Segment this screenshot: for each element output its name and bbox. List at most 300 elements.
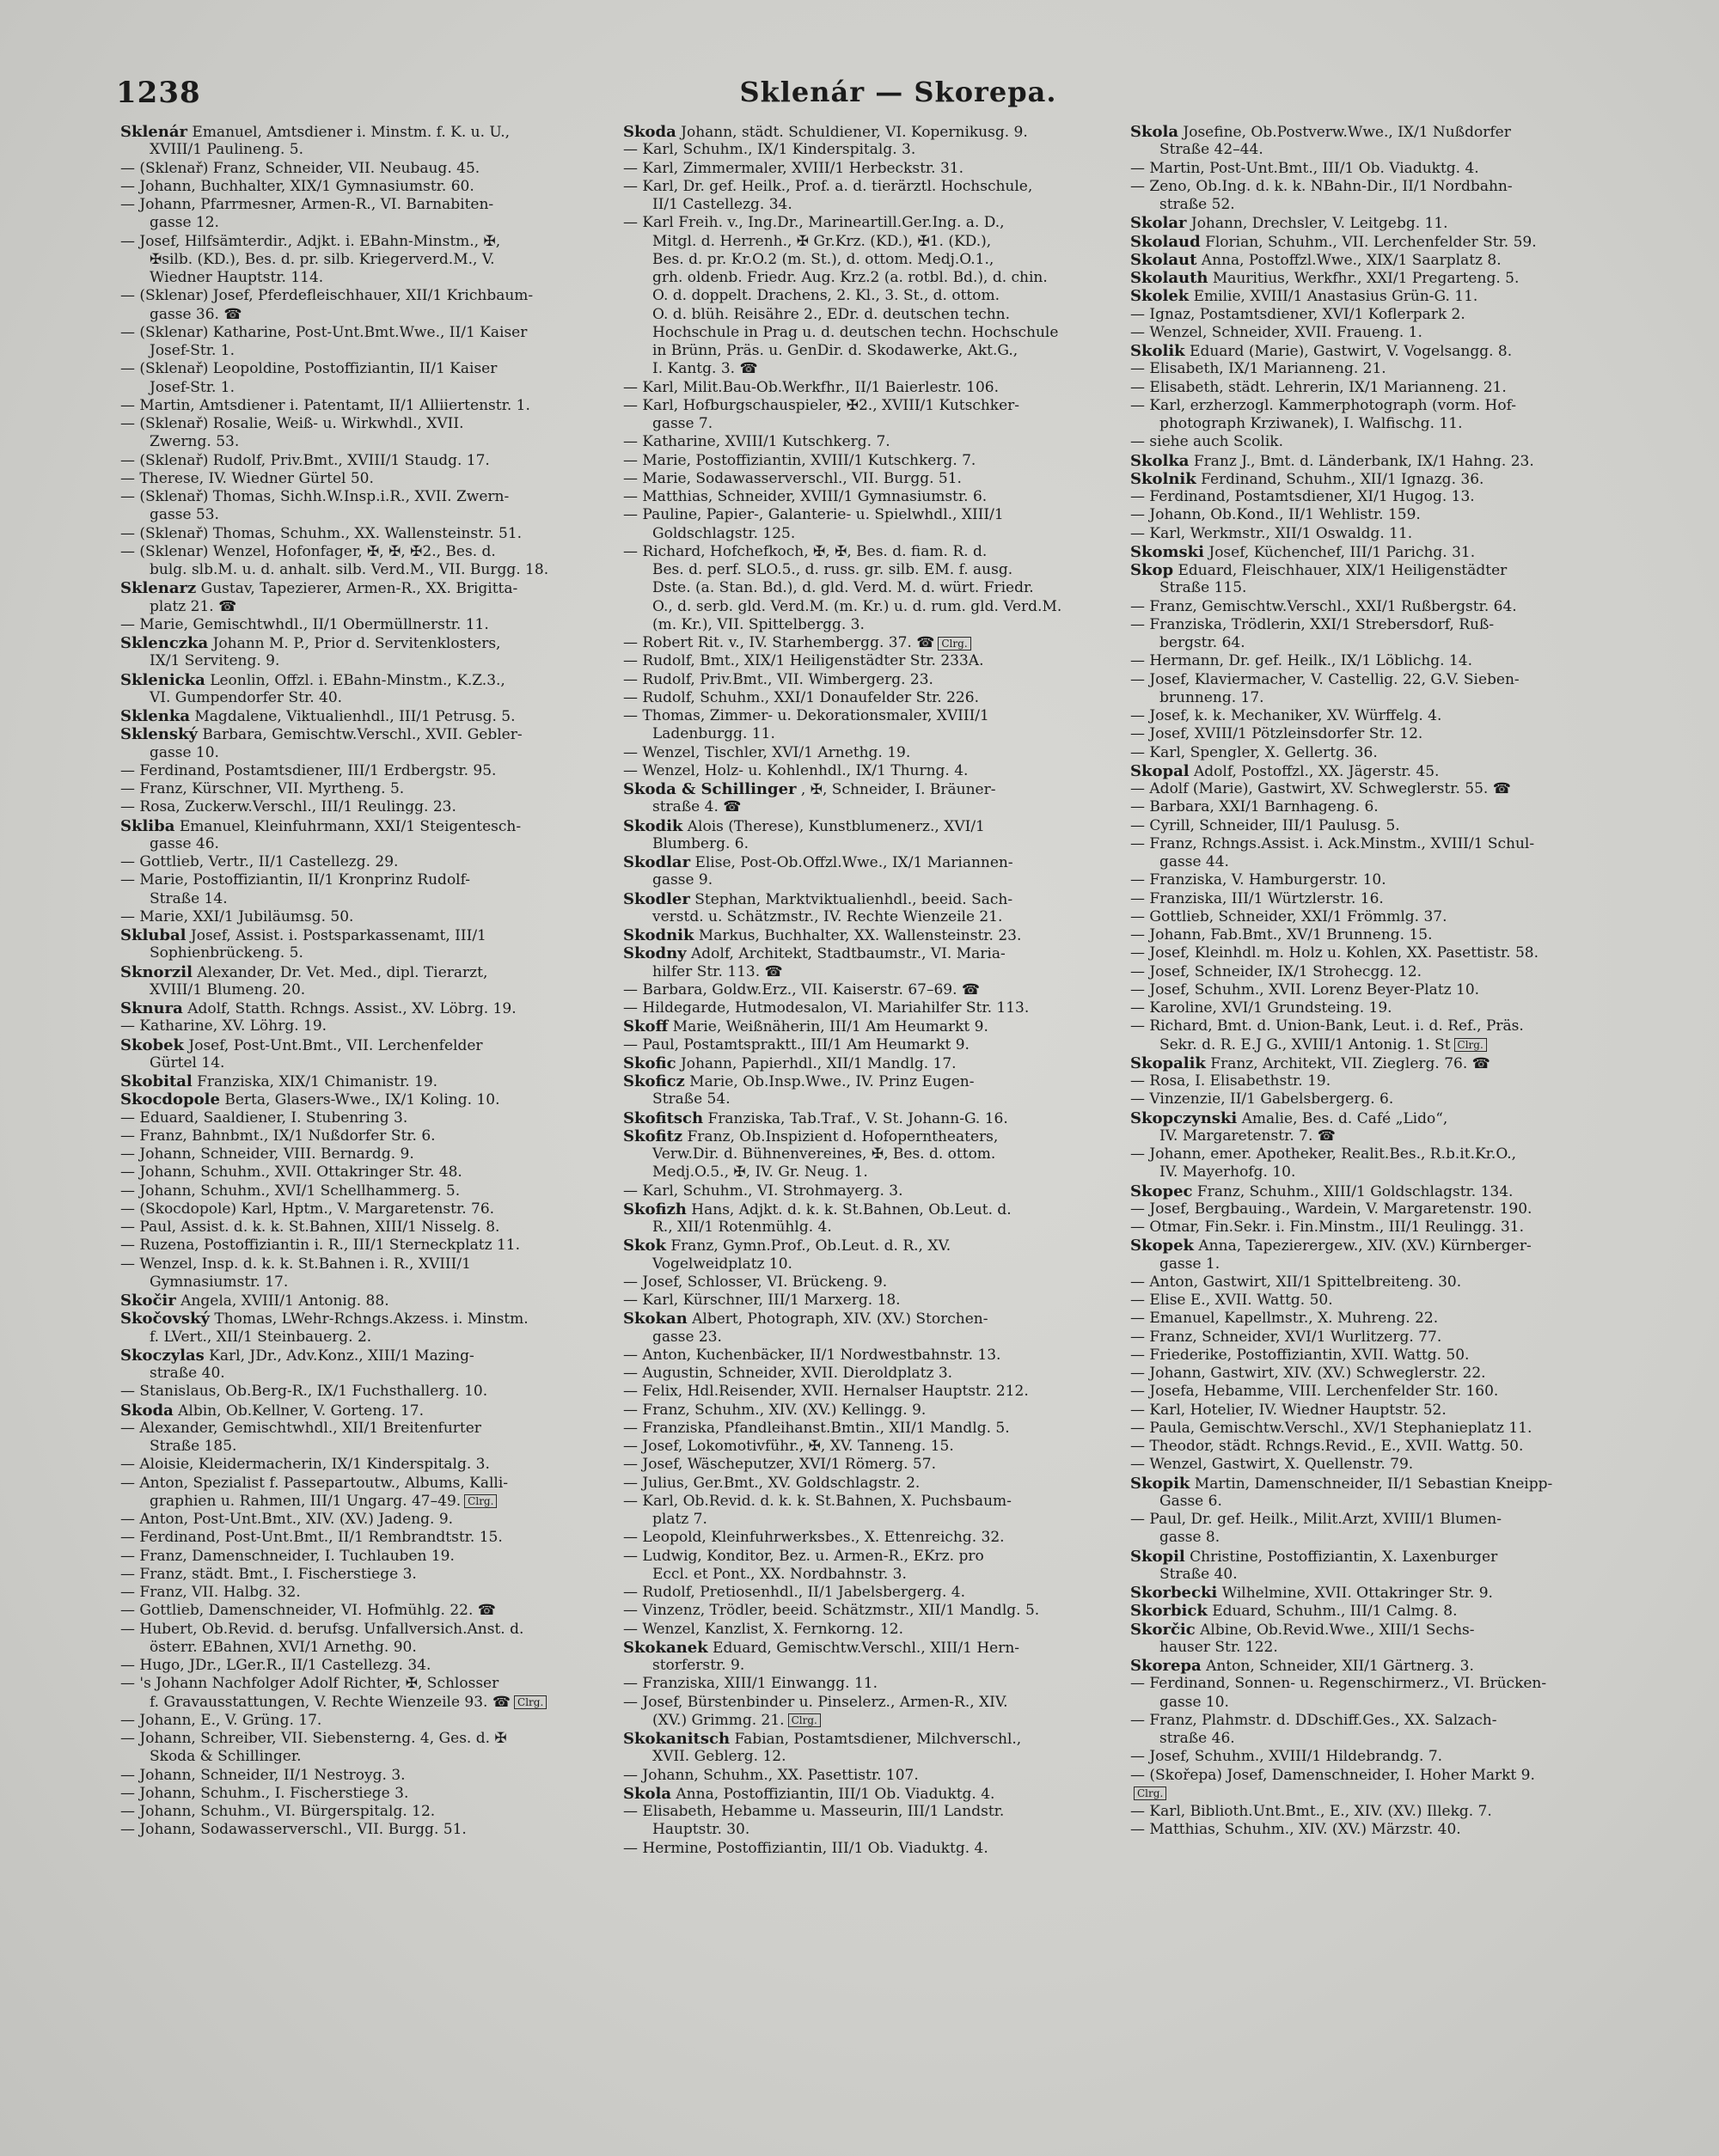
directory-line	[120, 1785, 602, 1803]
directory-line	[1130, 835, 1612, 853]
entry-text: — (Sklenar) Wenzel, Hofonfager, ✠, ✠, ✠2., Bes. d.	[120, 542, 496, 560]
directory-line	[1130, 671, 1612, 689]
entry-text: — Katharine, XV. Löhrg. 19.	[120, 1017, 327, 1035]
entry-text: Adolf, Postoffzl., XX. Jägerstr. 45.	[1193, 762, 1440, 780]
directory-line	[120, 1036, 602, 1054]
entry-text: Anna, Postoffiziantin, III/1 Ob. Viaduktg. 4.	[676, 1785, 995, 1803]
directory-line	[120, 1475, 602, 1493]
entry-text: — Wenzel, Insp. d. k. k. St.Bahnen i. R., XVIII/1	[120, 1255, 471, 1273]
directory-line	[1130, 233, 1612, 251]
directory-line	[623, 1694, 1104, 1712]
entry-text: — Josefa, Hebamme, VIII. Lerchenfelder Str. 160.	[1130, 1383, 1499, 1401]
entry-text: (m. Kr.), VII. Spittelbergg. 3.	[652, 615, 865, 633]
entry-text: — (Sklenař) Thomas, Sichh.W.Insp.i.R., XVII. Zwern-	[120, 488, 510, 505]
directory-line	[1130, 269, 1612, 287]
directory-line	[623, 342, 1104, 360]
entry-text: — Karl, Schuhm., IX/1 Kinderspitalg. 3.	[623, 141, 916, 159]
surname-heading: Skodnik	[623, 926, 694, 944]
entry-text: — Matthias, Schuhm., XIV. (XV.) Märzstr. 40.	[1130, 1821, 1461, 1839]
entry-text: Alexander, Dr. Vet. Med., dipl. Tierarzt,	[197, 963, 488, 981]
entry-text: Mauritius, Werkfhr., XXI/1 Pregarteng. 5.	[1212, 270, 1520, 287]
entry-text: — Franz, Schneider, XVI/1 Wurlitzerg. 77.	[1130, 1328, 1442, 1346]
entry-text: Amalie, Bes. d. Café „Lido“,	[1241, 1109, 1448, 1127]
directory-line	[623, 1218, 1104, 1237]
directory-line	[623, 944, 1104, 962]
entry-text: Sophienbrückeng. 5.	[150, 944, 303, 962]
directory-line	[120, 1145, 602, 1164]
entry-text: — Vinzenzie, II/1 Gabelsbergerg. 6.	[1130, 1090, 1394, 1109]
entry-text: straße 52.	[1159, 196, 1235, 213]
entry-text: hauser Str. 122.	[1159, 1638, 1278, 1656]
entry-text: Anna, Postoffzl.Wwe., XIX/1 Saarplatz 8.	[1201, 251, 1502, 269]
directory-line	[1130, 963, 1612, 981]
directory-line	[120, 652, 602, 670]
surname-heading: Skorbecki	[1130, 1584, 1218, 1602]
entry-text: — Cyrill, Schneider, III/1 Paulusg. 5.	[1130, 816, 1400, 834]
directory-line	[623, 233, 1104, 251]
directory-line	[1130, 251, 1612, 269]
directory-line	[623, 817, 1104, 835]
directory-line	[1130, 1803, 1612, 1821]
directory-line	[623, 1054, 1104, 1072]
column-2	[623, 123, 1104, 1858]
entry-text: Hans, Adjkt. d. k. k. St.Bahnen, Ob.Leut. d.	[691, 1200, 1012, 1218]
entry-text: hilfer Str. 113. ☎	[652, 962, 783, 980]
entry-text: — Ferdinand, Postamtsdiener, III/1 Erdbergstr. 95.	[120, 761, 497, 779]
surname-heading: Skočir	[120, 1292, 176, 1310]
entry-text: — Franz, VII. Halbg. 32.	[120, 1584, 301, 1601]
entry-text: — Gottlieb, Damenschneider, VI. Hofmühlg. 22. ☎	[120, 1602, 496, 1620]
directory-line	[623, 1803, 1104, 1821]
directory-line	[623, 1109, 1104, 1127]
directory-line	[1130, 397, 1612, 415]
entry-text: — Anton, Gastwirt, XII/1 Spittelbreiteng. 30.	[1130, 1273, 1462, 1291]
entry-text: gasse 53.	[150, 506, 219, 524]
entry-text: — Katharine, XVIII/1 Kutschkerg. 7.	[623, 433, 890, 451]
surname-heading: Sklenka	[120, 707, 190, 725]
entry-text: — Barbara, Goldw.Erz., VII. Kaiserstr. 67–69. ☎	[623, 980, 981, 999]
directory-line	[120, 1090, 602, 1109]
column-3	[1130, 123, 1612, 1840]
surname-heading: Sklenský	[120, 725, 198, 744]
entry-text: Adolf, Architekt, Stadtbaumstr., VI. Maria-	[691, 945, 1006, 963]
directory-line	[120, 798, 602, 816]
entry-text: Johann, Drechsler, V. Leitgebg. 11.	[1190, 215, 1448, 233]
entry-text: — Franz, Gemischtw.Verschl., XXI/1 Rußbergstr. 64.	[1130, 597, 1517, 615]
entry-text: — Johann, Pfarrmesner, Armen-R., VI. Barnabiten-	[120, 196, 494, 213]
entry-text: gasse 46.	[150, 834, 219, 852]
directory-line	[1130, 1145, 1612, 1164]
entry-text: — Josef, Schuhm., XVIII/1 Hildebrandg. 7.	[1130, 1748, 1443, 1766]
directory-line	[1130, 744, 1612, 762]
directory-line	[623, 671, 1104, 689]
directory-line	[1130, 1657, 1612, 1675]
entry-text: Thomas, LWehr-Rchngs.Akzess. i. Minstm.	[214, 1310, 529, 1328]
surname-heading: Skok	[623, 1237, 666, 1255]
entry-text: — Paul, Assist. d. k. k. St.Bahnen, XIII/1 Nisselg. 8.	[120, 1218, 500, 1236]
directory-line	[1130, 1639, 1612, 1657]
directory-line	[120, 1054, 602, 1072]
directory-line	[623, 1164, 1104, 1182]
directory-line	[120, 452, 602, 470]
entry-text: Franz, Architekt, VII. Zieglerg. 76. ☎	[1210, 1054, 1490, 1072]
entry-text: O. d. blüh. Reisähre 2., EDr. d. deutschen techn.	[652, 305, 1011, 323]
directory-line	[623, 1584, 1104, 1602]
entry-text: — Robert Rit. v., IV. Starhembergg. 37. ☎	[623, 634, 935, 651]
entry-text: — Franziska, III/1 Würtzlerstr. 16.	[1130, 889, 1384, 907]
directory-line	[120, 287, 602, 305]
entry-text: Goldschlagstr. 125.	[652, 524, 796, 542]
directory-line	[120, 1310, 602, 1328]
directory-line	[1130, 1365, 1612, 1383]
directory-line	[623, 1090, 1104, 1109]
directory-line	[623, 1182, 1104, 1200]
entry-text: — Franziska, Pfandleihanst.Bmtin., XII/1 Mandlg. 5.	[623, 1419, 1010, 1437]
surname-heading: Skočovský	[120, 1310, 210, 1328]
entry-text: Magdalene, Viktualienhdl., III/1 Petrusg. 5.	[194, 708, 516, 725]
directory-line	[120, 1218, 602, 1237]
directory-line	[120, 1621, 602, 1639]
directory-line	[623, 835, 1104, 853]
entry-text: — Marie, Sodawasserverschl., VII. Burgg. 51.	[623, 469, 962, 487]
entry-text: — Paul, Dr. gef. Heilk., Milit.Arzt, XVIII/1 Blumen-	[1130, 1511, 1502, 1528]
directory-line	[1130, 999, 1612, 1017]
directory-line	[623, 269, 1104, 287]
directory-line	[120, 1017, 602, 1035]
directory-line	[623, 1657, 1104, 1675]
directory-line	[1130, 1511, 1612, 1529]
directory-line	[1130, 543, 1612, 561]
entry-text: — Anton, Kuchenbäcker, II/1 Nordwestbahnstr. 13.	[623, 1346, 1001, 1364]
directory-line	[623, 908, 1104, 926]
entry-text: — Johann, Schneider, VIII. Bernardg. 9.	[120, 1145, 414, 1163]
entry-text: — Franz, Plahmstr. d. DDschiff.Ges., XX. Salzach-	[1130, 1711, 1497, 1729]
directory-line	[120, 506, 602, 524]
entry-text: — Josef, Bürstenbinder u. Pinselerz., Armen-R., XIV.	[623, 1693, 1008, 1711]
surname-heading: Skodik	[623, 816, 683, 835]
directory-line	[120, 689, 602, 707]
directory-line	[623, 744, 1104, 762]
entry-text: — Anton, Spezialist f. Passepartoutw., Albums, Kalli-	[120, 1474, 509, 1492]
entry-text: — Richard, Hofchefkoch, ✠, ✠, Bes. d. fiam. R. d.	[623, 542, 988, 560]
directory-line	[120, 963, 602, 981]
directory-line	[623, 652, 1104, 670]
directory-line	[623, 178, 1104, 196]
directory-line	[623, 707, 1104, 725]
entry-text: gasse 10.	[150, 743, 219, 761]
entry-text: — Wenzel, Gastwirt, X. Quellenstr. 79.	[1130, 1456, 1414, 1474]
entry-text: Eduard, Gemischtw.Verschl., XIII/1 Hern-	[713, 1639, 1020, 1657]
directory-line	[120, 1347, 602, 1365]
entry-text: Eduard, Schuhm., III/1 Calmg. 8.	[1212, 1603, 1458, 1621]
entry-text: — Zeno, Ob.Ing. d. k. k. NBahn-Dir., II/1 Nordbahn-	[1130, 177, 1513, 195]
directory-line	[623, 871, 1104, 889]
entry-text: — Karl, Milit.Bau-Ob.Werkfhr., II/1 Baierlestr. 106.	[623, 378, 999, 396]
surname-heading: Skofitsch	[623, 1109, 704, 1127]
entry-text: — Karl, Kürschner, III/1 Marxerg. 18.	[623, 1292, 901, 1309]
entry-text: — Karl, erzherzogl. Kammerphotograph (vorm. Hof-	[1130, 396, 1516, 414]
entry-text: Franziska, Tab.Traf., V. St. Johann-G. 16.	[707, 1109, 1008, 1127]
entry-text: Franz J., Bmt. d. Länderbank, IX/1 Hahng. 23.	[1193, 452, 1534, 470]
entry-text: — Johann, Sodawasserverschl., VII. Burgg. 51.	[120, 1821, 467, 1839]
directory-line	[623, 1036, 1104, 1054]
entry-text: — Johann, Schreiber, VII. Siebensterng. 4, Ges. d. ✠	[120, 1730, 507, 1747]
entry-text: — Johann, Fab.Bmt., XV/1 Brunneng. 15.	[1130, 926, 1433, 944]
entry-text: Franz, Ob.Inspizient d. Hofoperntheaters,	[687, 1127, 999, 1145]
entry-text: ✠silb. (KD.), Bes. d. pr. silb. Kriegerverd.M., V.	[150, 250, 495, 268]
surname-heading: Skokanitsch	[623, 1730, 731, 1748]
entry-text: — Hugo, JDr., LGer.R., II/1 Castellezg. 34.	[120, 1657, 431, 1674]
directory-line	[623, 160, 1104, 178]
directory-line	[120, 123, 602, 141]
directory-line	[1130, 160, 1612, 178]
directory-line	[120, 1657, 602, 1675]
directory-line	[623, 1072, 1104, 1090]
directory-line	[623, 798, 1104, 816]
directory-line	[1130, 1767, 1612, 1785]
directory-line	[120, 1511, 602, 1529]
directory-line	[120, 1602, 602, 1620]
entry-text: f. Gravausstattungen, V. Rechte Wienzeile 93. ☎	[150, 1693, 511, 1711]
entry-text: IX/1 Servitеng. 9.	[150, 652, 280, 670]
entry-text: Angela, XVIII/1 Antonig. 88.	[180, 1292, 389, 1310]
surname-heading: Skokanek	[623, 1638, 708, 1657]
entry-text: — Vinzenz, Trödler, beeid. Schätzmstr., XII/1 Mandlg. 5.	[623, 1602, 1040, 1620]
surname-heading: Skolik	[1130, 342, 1185, 360]
entry-text: Straße 42–44.	[1159, 141, 1263, 159]
directory-line	[120, 725, 602, 743]
directory-line	[1130, 1420, 1612, 1438]
directory-line	[120, 944, 602, 962]
entry-text: — (Skocdopole) Karl, Hptm., V. Margaretenstr. 76.	[120, 1200, 495, 1218]
directory-line	[120, 817, 602, 835]
directory-line	[120, 433, 602, 451]
entry-text: — Wenzel, Holz- u. Kohlenhdl., IX/1 Thurng. 4.	[623, 761, 969, 779]
entry-text: O., d. serb. gld. Verd.M. (m. Kr.) u. d. rum. gld. Verd.M.	[652, 597, 1062, 615]
entry-text: gasse 10.	[1159, 1693, 1229, 1711]
entry-text: — Rudolf, Schuhm., XXI/1 Donaufelder Str. 226.	[623, 688, 979, 706]
entry-text: — Augustin, Schneider, XVII. Dieroldplatz 3.	[623, 1365, 953, 1382]
directory-line	[1130, 415, 1612, 433]
directory-line	[623, 1273, 1104, 1292]
boxed-mark: Clrg.	[788, 1713, 821, 1727]
boxed-mark: Clrg.	[464, 1494, 497, 1508]
entry-text: Elise, Post-Ob.Offzl.Wwe., IX/1 Mariannen-	[694, 854, 1013, 871]
entry-text: Medj.O.5., ✠, IV. Gr. Neug. 1.	[652, 1164, 868, 1182]
directory-line	[623, 1402, 1104, 1420]
directory-line	[120, 1548, 602, 1566]
directory-line	[1130, 707, 1612, 725]
entry-text: — Wenzel, Kanzlist, X. Fernkorng. 12.	[623, 1620, 903, 1638]
directory-line	[623, 470, 1104, 488]
directory-line	[1130, 342, 1612, 360]
entry-text: — Paul, Postamtspraktt., III/1 Am Heumarkt 9.	[623, 1035, 970, 1054]
entry-text: — (Sklenar) Josef, Pferdefleischhauer, XII/1 Krichbaum-	[120, 287, 534, 305]
directory-line	[623, 1821, 1104, 1839]
surname-heading: Skorbick	[1130, 1602, 1208, 1621]
directory-line	[1130, 452, 1612, 470]
entry-text: — 's Johann Nachfolger Adolf Richter, ✠, Schlosser	[120, 1675, 499, 1693]
directory-line	[1130, 1694, 1612, 1712]
entry-text: — Ignaz, Postamtsdiener, XVI/1 Koflerpark 2.	[1130, 305, 1465, 323]
surname-heading: Sklenczka	[120, 634, 209, 652]
directory-line	[623, 1255, 1104, 1273]
entry-text: Alois (Therese), Kunstblumenerz., XVI/1	[687, 817, 985, 835]
directory-line	[623, 963, 1104, 981]
page-header	[116, 76, 1680, 110]
entry-text: — Elise E., XVII. Wattg. 50.	[1130, 1292, 1333, 1309]
entry-text: straße 40.	[150, 1365, 225, 1382]
entry-text: — Marie, XXI/1 Jubiläumsg. 50.	[120, 907, 354, 925]
entry-text: — Franz, Kürschner, VII. Myrtheng. 5.	[120, 780, 405, 797]
entry-text: Sekr. d. R. E.J G., XVIII/1 Antonig. 1. St	[1159, 1035, 1451, 1054]
directory-line	[1130, 360, 1612, 378]
directory-line	[623, 1602, 1104, 1620]
directory-line	[1130, 470, 1612, 488]
entry-text: XVIII/1 Paulineng. 5.	[150, 141, 303, 159]
surname-heading: Skolaud	[1130, 232, 1201, 251]
surname-heading: Skomski	[1130, 542, 1204, 561]
entry-text: — Franz, städt. Bmt., I. Fischerstiege 3.	[120, 1565, 417, 1583]
directory-line	[120, 598, 602, 616]
directory-line	[623, 1511, 1104, 1529]
entry-text: Anton, Schneider, XII/1 Gärtnerg. 3.	[1206, 1658, 1474, 1675]
entry-text: — Eduard, Saaldiener, I. Stubenring 3.	[120, 1109, 408, 1127]
directory-line	[623, 543, 1104, 561]
entry-text: — Rudolf, Bmt., XIX/1 Heiligenstädter Str. 233A.	[623, 652, 984, 670]
entry-text: Eccl. et Pont., XX. Nordbahnstr. 3.	[652, 1565, 907, 1583]
directory-line	[1130, 762, 1612, 780]
entry-text: Emilie, XVIII/1 Anastasius Grün-G. 11.	[1193, 288, 1478, 306]
directory-line	[1130, 853, 1612, 871]
directory-line	[623, 1748, 1104, 1766]
directory-line	[1130, 981, 1612, 999]
surname-heading: Skodler	[623, 889, 690, 908]
entry-text: gasse 7.	[652, 415, 713, 432]
directory-line	[1130, 1548, 1612, 1566]
entry-text: — Richard, Bmt. d. Union-Bank, Leut. i. d. Ref., Präs.	[1130, 1017, 1524, 1035]
directory-line	[120, 1730, 602, 1748]
entry-text: Gasse 6.	[1159, 1492, 1222, 1510]
directory-line	[623, 1292, 1104, 1310]
entry-text: Franz, Schuhm., XIII/1 Goldschlagstr. 134.	[1196, 1182, 1514, 1200]
directory-line	[1130, 1090, 1612, 1109]
directory-line	[1130, 1821, 1612, 1839]
directory-line	[1130, 817, 1612, 835]
directory-line	[120, 890, 602, 908]
directory-line	[623, 1548, 1104, 1566]
directory-line	[120, 397, 602, 415]
surname-heading: Skocdopole	[120, 1090, 220, 1109]
directory-line	[623, 1347, 1104, 1365]
entry-text: Martin, Damenschneider, II/1 Sebastian Kneipp-	[1194, 1475, 1553, 1493]
boxed-mark: Clrg.	[1134, 1786, 1166, 1800]
entry-text: — Josef, Kleinhdl. m. Holz u. Kohlen, XX. Pasettistr. 58.	[1130, 944, 1539, 962]
entry-text: — Karl, Hofburgschauspieler, ✠2., XVIII/1 Kutschker-	[623, 396, 1020, 414]
entry-text: straße 4. ☎	[652, 798, 742, 816]
directory-line	[1130, 1164, 1612, 1182]
directory-line	[120, 744, 602, 762]
surname-heading: Sklenár	[120, 123, 187, 141]
entry-text: — Otmar, Fin.Sekr. i. Fin.Minstm., III/1 Reulingg. 31.	[1130, 1218, 1524, 1236]
surname-heading: Sknorzil	[120, 962, 193, 981]
directory-line	[120, 1127, 602, 1145]
directory-line	[1130, 488, 1612, 506]
surname-heading: Skoda & Schillinger	[623, 780, 797, 798]
entry-text: Anna, Tapezierergew., XIV. (XV.) Kürnberger-	[1198, 1237, 1532, 1255]
entry-text: — Franziska, Trödlerin, XXI/1 Strebersdorf, Ruß-	[1130, 615, 1495, 633]
directory-line	[623, 1200, 1104, 1218]
page-number: 1238	[116, 76, 201, 110]
surname-heading: Skolar	[1130, 214, 1187, 233]
directory-line	[623, 1785, 1104, 1803]
entry-text: — Rudolf, Pretiosenhdl., II/1 Jabelsbergerg. 4.	[623, 1584, 966, 1601]
entry-text: Straße 115.	[1159, 579, 1247, 597]
entry-text: XVII. Geblerg. 12.	[652, 1748, 786, 1766]
directory-line	[120, 926, 602, 944]
directory-line	[1130, 1017, 1612, 1035]
directory-line	[1130, 890, 1612, 908]
directory-line	[1130, 178, 1612, 196]
surname-heading: Skorčic	[1130, 1620, 1196, 1639]
directory-line	[1130, 780, 1612, 798]
entry-text: Johann M. P., Prior d. Servitenklosters,	[212, 635, 501, 652]
entry-text: — Josef, k. k. Mechaniker, XV. Würffelg. 4.	[1130, 707, 1442, 724]
entry-text: — Johann, Schuhm., VI. Bürgerspitalg. 12.	[120, 1803, 436, 1820]
entry-text: — Wenzel, Schneider, XVII. Fraueng. 1.	[1130, 323, 1422, 341]
directory-line	[623, 561, 1104, 579]
directory-line	[1130, 1054, 1612, 1072]
entry-text: — Rosa, I. Elisabethstr. 19.	[1130, 1072, 1331, 1090]
surname-heading: Skop	[1130, 561, 1174, 579]
directory-line	[120, 269, 602, 287]
surname-heading: Skobital	[120, 1072, 193, 1090]
surname-heading: Skorepa	[1130, 1657, 1202, 1675]
entry-text: — Ludwig, Konditor, Bez. u. Armen-R., EKrz. pro	[623, 1547, 984, 1565]
entry-text: Franziska, XIX/1 Chimanistr. 19.	[197, 1073, 438, 1090]
entry-text: Johann, städt. Schuldiener, VI. Kopernikusg. 9.	[681, 124, 1028, 141]
directory-line	[120, 214, 602, 232]
directory-line	[623, 890, 1104, 908]
entry-text: — Rosa, Zuckerw.Verschl., III/1 Reulingg. 23.	[120, 798, 456, 816]
directory-line	[623, 452, 1104, 470]
entry-text: — Stanislaus, Ob.Berg-R., IX/1 Fuchsthallerg. 10.	[120, 1383, 488, 1401]
directory-line	[1130, 1255, 1612, 1273]
entry-text: — Martin, Post-Unt.Bmt., III/1 Ob. Viaduktg. 4.	[1130, 159, 1479, 177]
directory-line	[623, 1475, 1104, 1493]
entry-text: Bes. d. pr. Kr.O.2 (m. St.), d. ottom. Medj.O.1.,	[652, 250, 994, 268]
surname-heading: Skola	[1130, 123, 1178, 141]
directory-line	[623, 853, 1104, 871]
directory-line	[623, 433, 1104, 451]
entry-text: Emanuel, Kleinfuhrmann, XXI/1 Steigentesch-	[179, 817, 522, 835]
directory-line	[120, 1584, 602, 1602]
directory-line	[1130, 1127, 1612, 1145]
entry-text: — Matthias, Schneider, XVIII/1 Gymnasiumstr. 6.	[623, 488, 988, 505]
directory-line	[623, 1328, 1104, 1347]
directory-line	[120, 634, 602, 652]
entry-text: Leonlin, Offzl. i. EBahn-Minstm., K.Z.3.,	[210, 671, 505, 689]
entry-text: — Marie, Gemischtwhdl., II/1 Obermüllnerstr. 11.	[120, 615, 489, 633]
entry-text: — Hermann, Dr. gef. Heilk., IX/1 Löblichg. 14.	[1130, 652, 1473, 670]
entry-text: — Elisabeth, Hebamme u. Masseurin, III/1 Landstr.	[623, 1803, 1005, 1820]
directory-line	[120, 1767, 602, 1785]
directory-line	[623, 379, 1104, 397]
entry-text: Adolf, Statth. Rchngs. Assist., XV. Löbrg. 19.	[187, 1000, 517, 1017]
directory-line	[120, 1273, 602, 1292]
directory-line	[1130, 324, 1612, 342]
directory-line	[1130, 871, 1612, 889]
